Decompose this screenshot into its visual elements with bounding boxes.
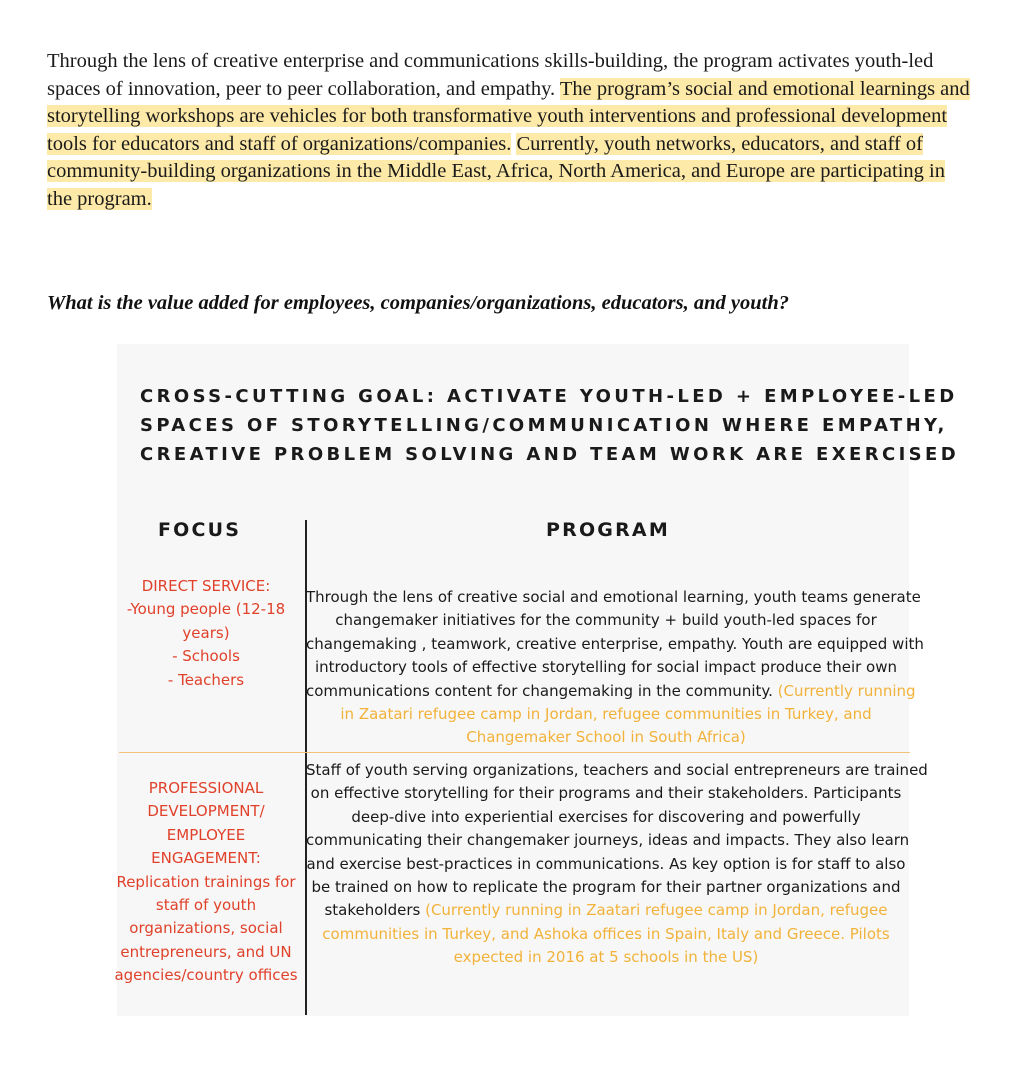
intro-highlight-1: The program’s social and emotional learnings and storytelling workshops are vehicles for both transformative youth interventions and professional development tools for educators and staff of organizations/companies.: [47, 77, 970, 155]
focus-line: agencies/country offices: [114, 966, 298, 985]
program-line: communicating their changemaker journeys, ideas and impacts. They also learn: [306, 831, 910, 850]
focus-line: DEVELOPMENT/: [147, 802, 265, 821]
program-line: on effective storytelling for their programs and their stakeholders. Participants: [310, 784, 902, 803]
program-line: and exercise best-practices in communications. As key option is for staff to also: [306, 854, 906, 873]
goal-line: SPACES OF STORYTELLING/COMMUNICATION WHERE EMPATHY,: [140, 415, 948, 436]
intro-highlight-2: Currently, youth networks, educators, and staff of community-building organizations in the Middle East, Africa, North America, and Europe are participating in the program.: [47, 132, 945, 210]
program-line: introductory tools of effective storytelling for social impact produce their own: [314, 658, 897, 677]
program-line-text: stakeholders: [324, 901, 421, 920]
focus-column-header: FOCUS: [158, 519, 242, 541]
intro-plain-text: Through the lens of creative enterprise and communications skills-building, the program activates youth-led spaces of innovation, peer to peer collaboration, and empathy.: [47, 50, 934, 100]
program-line: changemaking , teamwork, creative enterprise, empathy. Youth are equipped with: [306, 634, 924, 653]
program-line: [306, 680, 916, 703]
program-note-line: expected in 2016 at 5 schools in the US): [453, 948, 759, 967]
goal-line: CROSS-CUTTING GOAL: ACTIVATE YOUTH-LED + EMPLOYEE-LED: [140, 386, 958, 407]
program-cell-professional-development: [306, 759, 928, 970]
program-note-line: Changemaker School in South Africa): [466, 728, 746, 747]
program-line-text: communications content for changemaking in the community.: [306, 681, 773, 700]
program-note-lead: (Currently running: [772, 681, 916, 700]
program-line: changemaker initiatives for the community + build youth-led spaces for: [335, 611, 877, 630]
focus-line: DIRECT SERVICE:: [141, 577, 271, 595]
program-note-line: communities in Turkey, and Ashoka offices in Spain, Italy and Greece. Pilots: [322, 924, 890, 943]
focus-line: Replication trainings for: [116, 872, 296, 891]
focus-line: organizations, social: [129, 919, 283, 938]
program-note-line: in Zaatari refugee camp in Jordan, refugee communities in Turkey, and: [340, 705, 872, 724]
intro-paragraph: [47, 48, 972, 213]
focus-line: - Schools: [172, 647, 240, 666]
focus-line: PROFESSIONAL: [148, 779, 264, 797]
program-cell-direct-service: [306, 586, 924, 750]
program-line: Staff of youth serving organizations, teachers and social entrepreneurs are trained: [306, 761, 928, 779]
program-line: Through the lens of creative social and emotional learning, youth teams generate: [306, 588, 921, 606]
focus-line: ENGAGEMENT:: [151, 849, 261, 868]
focus-cell-professional-development: [114, 777, 298, 988]
focus-line: entrepreneurs, and UN: [120, 942, 292, 961]
program-column-header: PROGRAM: [546, 519, 670, 541]
program-line: be trained on how to replicate the program for their partner organizations and: [311, 878, 901, 897]
cross-cutting-goal-heading: [140, 382, 960, 469]
program-line: deep-dive into experiential exercises for discovering and powerfully: [351, 807, 861, 826]
focus-line: - Teachers: [167, 670, 245, 689]
section-question: What is the value added for employees, companies/organizations, educators, and youth?: [47, 292, 790, 314]
focus-line: EMPLOYEE: [166, 825, 246, 844]
program-line: [306, 899, 906, 922]
program-note-lead: (Currently running in Zaatari refugee camp in Jordan, refugee: [420, 901, 888, 920]
focus-line: years): [182, 623, 230, 642]
goal-line: CREATIVE PROBLEM SOLVING AND TEAM WORK ARE EXERCISED: [140, 444, 960, 465]
focus-line: -Young people (12-18: [126, 600, 286, 619]
row-divider: [119, 752, 910, 753]
focus-line: staff of youth: [155, 896, 257, 915]
focus-cell-direct-service: [114, 575, 298, 692]
